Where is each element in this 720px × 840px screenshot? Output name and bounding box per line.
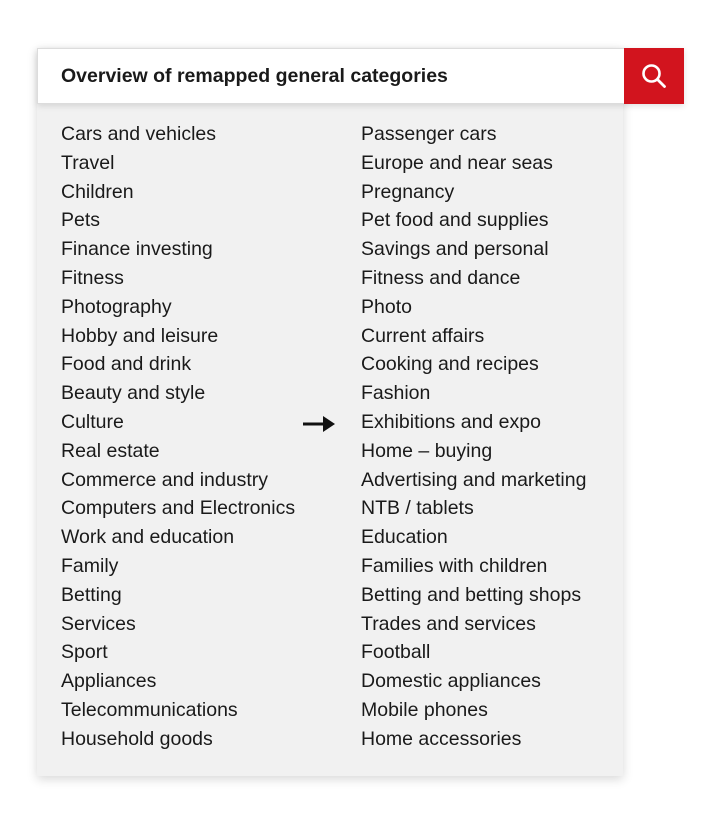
search-icon (640, 62, 668, 90)
left-category-item[interactable]: Real estate (61, 439, 160, 462)
right-category-item[interactable]: Europe and near seas (361, 151, 553, 174)
left-category-item[interactable]: Services (61, 612, 136, 635)
left-category-item[interactable]: Appliances (61, 670, 157, 693)
right-category-item[interactable]: Current affairs (361, 324, 485, 347)
left-category-item[interactable]: Finance investing (61, 238, 213, 261)
right-category-item[interactable]: NTB / tablets (361, 497, 474, 520)
right-category-item[interactable]: Betting and betting shops (361, 583, 582, 606)
left-category-item[interactable]: Cars and vehicles (61, 123, 216, 145)
left-category-item[interactable]: Household goods (61, 727, 213, 750)
left-category-item[interactable]: Travel (61, 151, 115, 174)
left-category-item[interactable]: Pets (61, 209, 101, 232)
left-category-item[interactable]: Sport (61, 641, 108, 664)
right-category-item[interactable]: Savings and personal (361, 238, 549, 261)
right-category-item[interactable]: Home – buying (361, 439, 493, 462)
right-category-item[interactable]: Football (361, 641, 431, 664)
right-category-item[interactable]: Education (361, 526, 448, 549)
right-category-item[interactable]: Home accessories (361, 727, 522, 750)
left-category-item[interactable]: Hobby and leisure (61, 324, 219, 347)
left-category-item[interactable]: Children (61, 180, 134, 203)
right-category-item[interactable]: Pregnancy (361, 180, 455, 203)
right-category-item[interactable]: Fitness and dance (361, 266, 521, 289)
right-category-item[interactable]: Cooking and recipes (361, 353, 539, 376)
right-category-item[interactable]: Mobile phones (361, 698, 488, 721)
left-category-item[interactable]: Commerce and industry (61, 468, 268, 491)
left-category-item[interactable]: Betting (61, 583, 122, 606)
right-category-item[interactable]: Photo (361, 295, 412, 318)
right-category-item[interactable]: Exhibitions and expo (361, 410, 541, 433)
left-category-item[interactable]: Computers and Electronics (61, 497, 296, 520)
left-category-item[interactable]: Beauty and style (61, 382, 206, 405)
right-category-item[interactable]: Trades and services (361, 612, 536, 635)
left-category-item[interactable]: Fitness (61, 266, 124, 289)
left-category-item[interactable]: Telecommunications (61, 698, 238, 721)
left-category-item[interactable]: Photography (61, 295, 172, 318)
right-category-item[interactable]: Families with children (361, 554, 548, 577)
right-category-item[interactable]: Passenger cars (361, 123, 497, 145)
search-title: Overview of remapped general categories (61, 65, 448, 87)
right-category-item[interactable]: Advertising and marketing (361, 468, 587, 491)
left-category-item[interactable]: Family (61, 554, 119, 577)
left-category-item[interactable]: Culture (61, 410, 124, 433)
left-category-item[interactable]: Food and drink (61, 353, 192, 376)
target-category-list (361, 120, 586, 754)
left-category-item[interactable]: Work and education (61, 526, 235, 549)
source-category-list (61, 120, 295, 754)
right-category-item[interactable]: Fashion (361, 382, 431, 405)
right-category-item[interactable]: Pet food and supplies (361, 209, 549, 232)
right-arrow-icon (301, 412, 337, 436)
right-category-item[interactable]: Domestic appliances (361, 670, 541, 693)
search-bar[interactable] (37, 48, 684, 104)
search-button[interactable] (624, 48, 684, 104)
